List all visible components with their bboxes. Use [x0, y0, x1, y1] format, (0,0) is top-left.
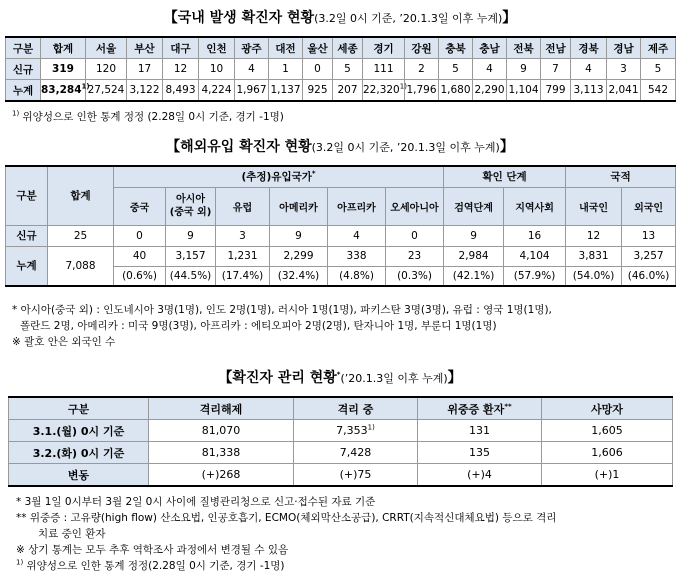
management-title-sup: * — [336, 370, 341, 379]
domestic-cell: 799 — [541, 80, 571, 102]
domestic-cell: 10 — [199, 59, 235, 80]
domestic-header-cell: 인천 — [199, 37, 235, 59]
management-footnote-3: 치료 중인 환자 — [38, 528, 106, 540]
overseas-cum-cell: 4,104 — [504, 246, 566, 266]
overseas-col-america: 아메리카 — [270, 187, 328, 225]
domestic-cell: 3,113 — [571, 80, 607, 102]
management-h-critical-sup: ** — [504, 401, 512, 410]
overseas-pct-cell: (46.0%) — [622, 266, 676, 286]
overseas-h-origin-text: (추정)유입국가 — [241, 171, 312, 184]
domestic-header-cell: 울산 — [303, 37, 333, 59]
management-h-critical-text: 위중증 환자 — [447, 402, 505, 416]
domestic-cell — [363, 80, 405, 102]
domestic-new-row — [6, 59, 676, 80]
overseas-cum-label: 누계 — [6, 246, 48, 286]
overseas-new-cell: 0 — [386, 225, 444, 246]
domestic-header-cell: 충북 — [439, 37, 473, 59]
overseas-h-origin: (추정)유입국가* — [114, 166, 444, 187]
domestic-cell: 4 — [473, 59, 507, 80]
overseas-new-cell: 4 — [328, 225, 386, 246]
domestic-cell: 1,104 — [507, 80, 541, 102]
domestic-table — [5, 36, 676, 102]
overseas-cum-cell: 3,157 — [166, 246, 216, 266]
domestic-cell: 1 — [269, 59, 303, 80]
overseas-pct-cell: (57.9%) — [504, 266, 566, 286]
domestic-cell: 3 — [607, 59, 641, 80]
overseas-footnote-1: * 아시아(중국 외) : 인도네시아 3명(1명), 인도 2명(1명), 러시아 1명(1명), 파키스탄 3명(3명), 유럽 : 영국 1명(1명), — [12, 304, 552, 316]
domestic-header-cell: 전남 — [541, 37, 571, 59]
overseas-h-confirm: 확인 단계 — [444, 166, 566, 187]
overseas-pct-cell: (4.8%) — [328, 266, 386, 286]
overseas-table — [5, 165, 676, 287]
management-title-end: 】 — [447, 370, 462, 386]
domestic-cell-sup: 1) — [399, 82, 407, 91]
overseas-new-cell: 9 — [270, 225, 328, 246]
overseas-new-cell: 3 — [216, 225, 270, 246]
domestic-header-row — [6, 37, 676, 59]
management-row-mar1 — [9, 420, 673, 442]
overseas-cum-cell: 23 — [386, 246, 444, 266]
domestic-subtitle: (3.2일 0시 기준, ’20.1.3일 이후 누계) — [314, 12, 503, 25]
domestic-header-cell: 서울 — [86, 37, 127, 59]
management-cell — [294, 420, 418, 442]
overseas-footnote-2: 폴란드 2명, 아메리카 : 미국 9명(3명), 아프리카 : 에티오피아 2명(2명), 탄자니아 1명, 부룬디 1명(1명) — [20, 320, 497, 332]
management-h-isolated: 격리 중 — [294, 397, 418, 420]
domestic-cell: 111 — [363, 59, 405, 80]
management-cell: (+)4 — [418, 464, 542, 487]
overseas-col-asia — [166, 187, 216, 225]
domestic-cell-sup: 1) — [81, 82, 90, 91]
domestic-title-text: 【국내 발생 확진자 현황 — [163, 10, 315, 26]
management-cell: (+)1 — [542, 464, 673, 487]
management-cell: 1,605 — [542, 420, 673, 442]
domestic-footnote-text: 위양성으로 인한 통계 정정 (2.28일 0시 기준, 경기 -1명) — [22, 111, 284, 123]
management-cell: 135 — [418, 442, 542, 464]
domestic-cell — [41, 80, 90, 102]
domestic-cell: 3,122 — [127, 80, 163, 102]
domestic-cell: 9 — [507, 59, 541, 80]
domestic-header-cell: 세종 — [333, 37, 363, 59]
overseas-pct-cell: (0.6%) — [114, 266, 166, 286]
overseas-col-oceania: 오세아니아 — [386, 187, 444, 225]
domestic-cell-text: 83,284 — [41, 84, 82, 96]
overseas-new-cell: 9 — [444, 225, 504, 246]
management-subtitle: (’20.1.3일 이후 누계) — [340, 372, 448, 385]
domestic-cell: 2,290 — [473, 80, 507, 102]
overseas-cum-cell: 3,831 — [566, 246, 622, 266]
overseas-new-label: 신규 — [6, 225, 48, 246]
overseas-cum-total: 7,088 — [48, 246, 114, 286]
management-footnote-5-text: 위양성으로 인한 통계 정정(2.28일 0시 기준, 경기 -1명) — [26, 560, 285, 572]
domestic-header-cell: 구분 — [6, 37, 41, 59]
overseas-col-foreign: 외국인 — [622, 187, 676, 225]
domestic-cell: 1,967 — [235, 80, 269, 102]
overseas-new-cell: 12 — [566, 225, 622, 246]
management-row-label: 3.1.(월) 0시 기준 — [9, 420, 149, 442]
overseas-pct-cell: (17.4%) — [216, 266, 270, 286]
overseas-title-text: 【해외유입 확진자 현황 — [166, 139, 312, 155]
domestic-cell: 17 — [127, 59, 163, 80]
overseas-col-europe: 유럽 — [216, 187, 270, 225]
management-table — [8, 396, 673, 487]
overseas-cum-cell: 1,231 — [216, 246, 270, 266]
domestic-cell: 2 — [405, 59, 439, 80]
overseas-pct-cell: (42.1%) — [444, 266, 504, 286]
domestic-cell: 4 — [235, 59, 269, 80]
domestic-cell: 4,224 — [199, 80, 235, 102]
management-cell: (+)75 — [294, 464, 418, 487]
overseas-pct-cell: (32.4%) — [270, 266, 328, 286]
domestic-cell: 120 — [86, 59, 127, 80]
overseas-h-gubun: 구분 — [6, 166, 48, 225]
management-row-mar2 — [9, 442, 673, 464]
management-cell: 131 — [418, 420, 542, 442]
management-cell: 1,606 — [542, 442, 673, 464]
domestic-cum-row — [6, 80, 676, 102]
management-footnote-5-mark: 1) — [16, 558, 24, 567]
overseas-new-row — [6, 225, 676, 246]
domestic-header-cell: 광주 — [235, 37, 269, 59]
domestic-header-cell: 강원 — [405, 37, 439, 59]
domestic-row-label: 신규 — [6, 59, 41, 80]
overseas-col-africa: 아프리카 — [328, 187, 386, 225]
domestic-row-label: 누계 — [6, 80, 41, 102]
domestic-cell: 5 — [333, 59, 363, 80]
management-h-critical — [418, 397, 542, 420]
overseas-cum-cell: 2,299 — [270, 246, 328, 266]
management-cell-text: 7,353 — [336, 424, 368, 437]
overseas-footnote-3: ※ 괄호 안은 외국인 수 — [12, 336, 116, 348]
overseas-col-china: 중국 — [114, 187, 166, 225]
domestic-footnote — [12, 110, 284, 124]
overseas-cum-cell: 338 — [328, 246, 386, 266]
domestic-header-cell: 제주 — [641, 37, 676, 59]
management-cell: (+)268 — [149, 464, 294, 487]
domestic-cell: 0 — [303, 59, 333, 80]
overseas-new-cell: 0 — [114, 225, 166, 246]
domestic-cell: 4 — [571, 59, 607, 80]
management-footnote-5 — [16, 559, 285, 573]
management-footnote-1: * 3월 1일 0시부터 3월 2일 0시 사이에 질병관리청으로 신고·접수된 자료 기준 — [16, 496, 376, 508]
management-h-deaths: 사망자 — [542, 397, 673, 420]
overseas-cum-cell: 3,257 — [622, 246, 676, 266]
domestic-cell-text: 22,320 — [363, 84, 400, 96]
management-row-change — [9, 464, 673, 487]
domestic-title — [0, 7, 680, 27]
domestic-cell: 207 — [333, 80, 363, 102]
overseas-pct-cell: (44.5%) — [166, 266, 216, 286]
management-row-label: 변동 — [9, 464, 149, 487]
domestic-cell: 2,041 — [607, 80, 641, 102]
overseas-pct-cell: (54.0%) — [566, 266, 622, 286]
domestic-cell: 542 — [641, 80, 676, 102]
domestic-header-cell: 전북 — [507, 37, 541, 59]
domestic-cell: 7 — [541, 59, 571, 80]
domestic-header-cell: 부산 — [127, 37, 163, 59]
overseas-cum-cell: 2,984 — [444, 246, 504, 266]
domestic-cell: 12 — [163, 59, 199, 80]
management-cell: 7,428 — [294, 442, 418, 464]
domestic-cell: 1,680 — [439, 80, 473, 102]
overseas-title — [0, 136, 680, 156]
overseas-title-end: 】 — [499, 139, 514, 155]
overseas-subtitle: (3.2일 0시 기준, ’20.1.3일 이후 누계) — [311, 141, 500, 154]
management-row-label: 3.2.(화) 0시 기준 — [9, 442, 149, 464]
domestic-cell: 5 — [439, 59, 473, 80]
management-title-text: 【확진자 관리 현황 — [218, 370, 337, 386]
overseas-new-cell: 9 — [166, 225, 216, 246]
domestic-header-cell: 대구 — [163, 37, 199, 59]
overseas-col-community: 지역사회 — [504, 187, 566, 225]
domestic-cell: 1,137 — [269, 80, 303, 102]
domestic-cell: 1,796 — [405, 80, 439, 102]
overseas-new-cell: 13 — [622, 225, 676, 246]
domestic-cell: 319 — [41, 59, 86, 80]
domestic-footnote-mark: 1) — [12, 109, 20, 118]
overseas-col-korean: 내국인 — [566, 187, 622, 225]
domestic-title-end: 】 — [502, 10, 517, 26]
management-cell: 81,070 — [149, 420, 294, 442]
management-footnote-2: ** 위중증 : 고유량(high flow) 산소요법, 인공호흡기, ECMO(체외막산소공급), CRRT(지속적신대체요법) 등으로 격리 — [16, 512, 557, 524]
domestic-header-cell: 충남 — [473, 37, 507, 59]
overseas-col-asia-1: 아시아 — [176, 194, 205, 205]
overseas-col-quarantine: 검역단계 — [444, 187, 504, 225]
overseas-new-cell: 16 — [504, 225, 566, 246]
overseas-cum-row — [6, 246, 676, 266]
overseas-h-nationality: 국적 — [566, 166, 676, 187]
domestic-cell: 5 — [641, 59, 676, 80]
domestic-header-cell: 대전 — [269, 37, 303, 59]
domestic-header-cell: 합계 — [41, 37, 86, 59]
domestic-header-cell: 경북 — [571, 37, 607, 59]
management-cell-sup: 1) — [367, 423, 375, 432]
domestic-header-cell: 경기 — [363, 37, 405, 59]
management-title — [0, 367, 680, 387]
domestic-cell: 925 — [303, 80, 333, 102]
overseas-col-asia-2: (중국 외) — [169, 207, 212, 218]
overseas-cum-cell: 40 — [114, 246, 166, 266]
management-h-gubun: 구분 — [9, 397, 149, 420]
overseas-pct-cell: (0.3%) — [386, 266, 444, 286]
domestic-cell: 27,524 — [86, 80, 127, 102]
management-footnote-4: ※ 상기 통계는 모두 추후 역학조사 과정에서 변경될 수 있음 — [16, 544, 289, 556]
overseas-new-total: 25 — [48, 225, 114, 246]
overseas-h-total: 합계 — [48, 166, 114, 225]
management-h-released: 격리해제 — [149, 397, 294, 420]
domestic-cell: 8,493 — [163, 80, 199, 102]
management-cell: 81,338 — [149, 442, 294, 464]
domestic-header-cell: 경남 — [607, 37, 641, 59]
